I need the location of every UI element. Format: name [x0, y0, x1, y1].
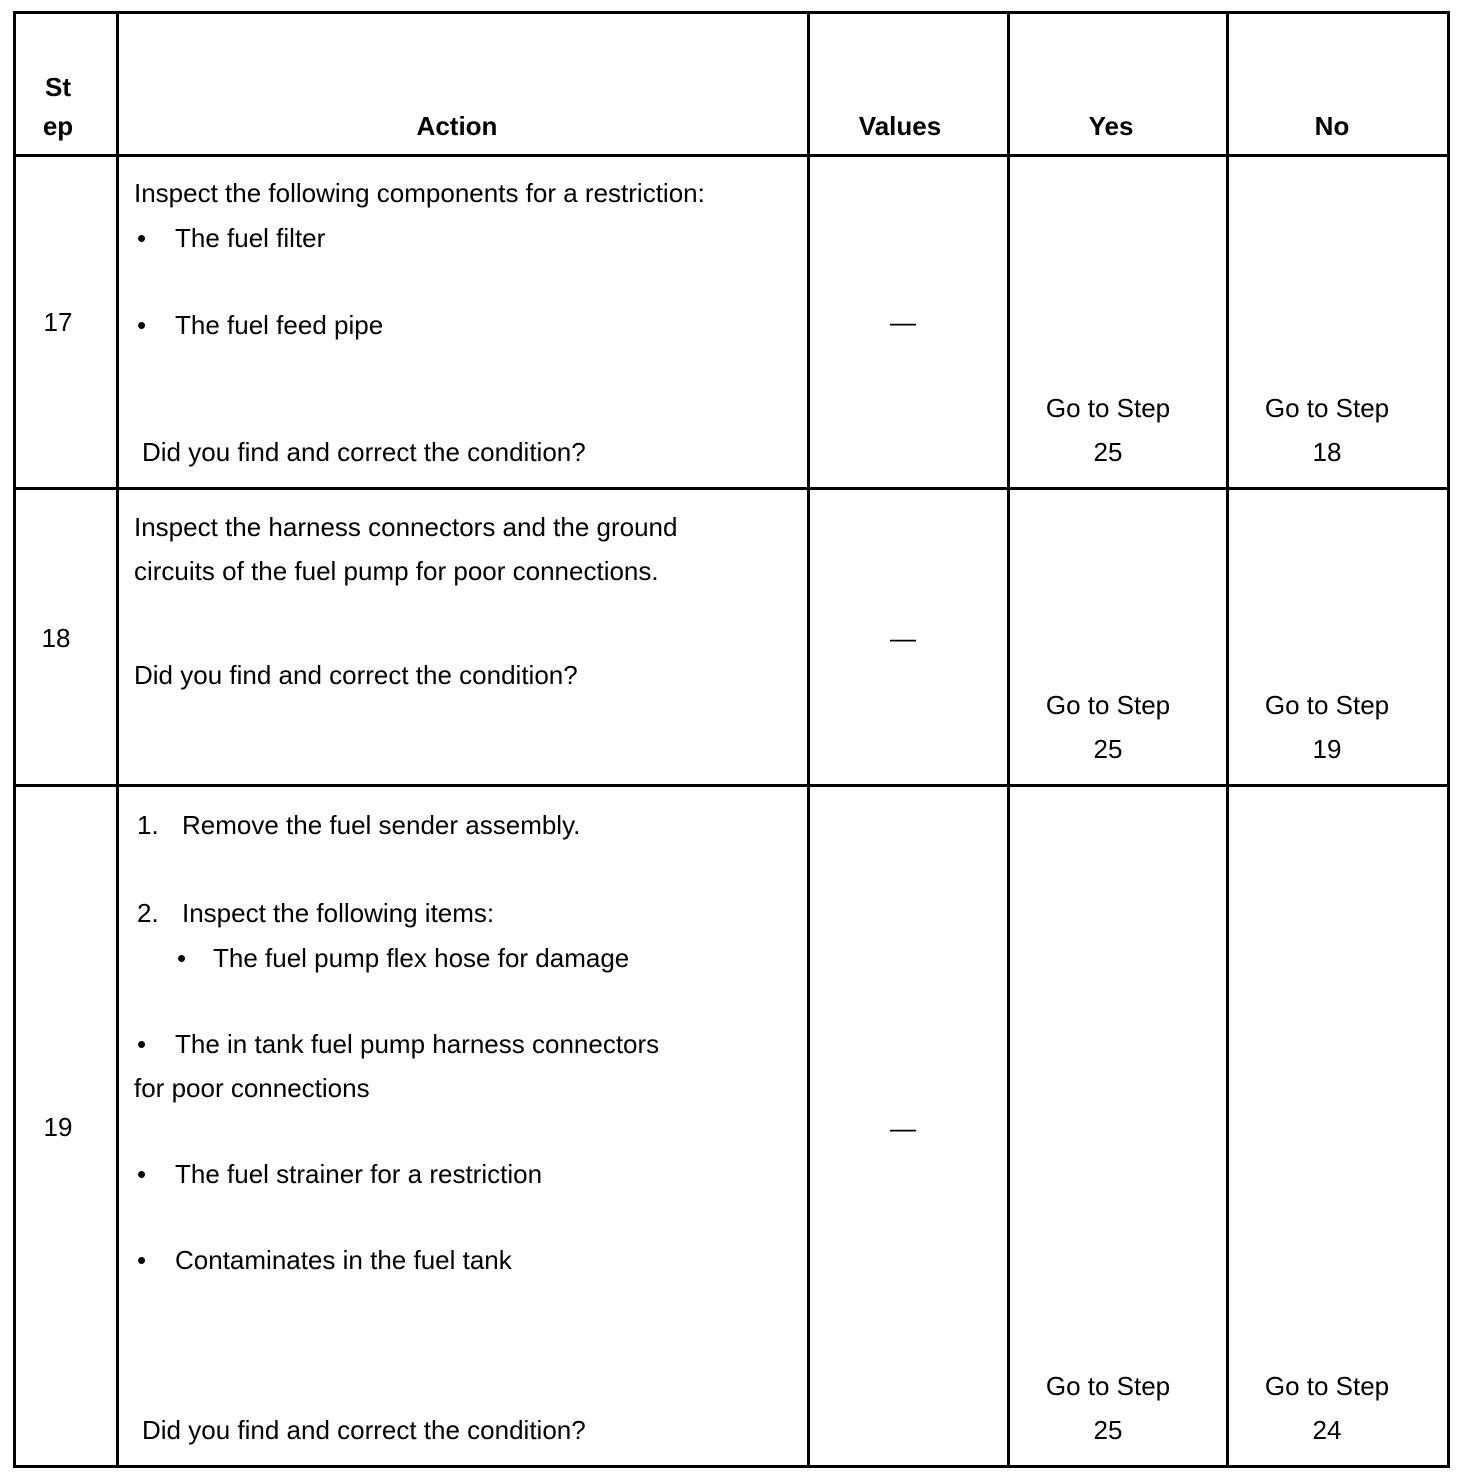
- step-number: 18: [41, 623, 71, 653]
- table-border-bottom: [13, 1465, 1450, 1468]
- yes-link-line1: Go to Step: [1045, 690, 1171, 720]
- list-item: Inspect the following items:: [182, 898, 495, 928]
- header-values: Values: [858, 111, 942, 141]
- yes-link-step: 25: [1093, 734, 1123, 764]
- action-text: Inspect the following components for a restriction:: [134, 178, 705, 208]
- bullet-item-continued: for poor connections: [134, 1073, 370, 1103]
- header-divider: [13, 154, 1450, 157]
- bullet: •: [177, 943, 187, 973]
- list-item: Remove the fuel sender assembly.: [182, 810, 581, 840]
- column-divider: [1007, 11, 1010, 1468]
- header-action: Action: [416, 111, 498, 141]
- header-step-line2: ep: [42, 111, 74, 141]
- no-link-line1: Go to Step: [1264, 393, 1390, 423]
- no-link-line1: Go to Step: [1264, 690, 1390, 720]
- value-dash: —: [890, 1113, 916, 1143]
- list-number: 2.: [137, 898, 159, 928]
- value-dash: —: [890, 307, 916, 337]
- bullet: •: [137, 1029, 147, 1059]
- header-yes: Yes: [1088, 111, 1134, 141]
- column-divider: [1226, 11, 1229, 1468]
- bullet-item: The in tank fuel pump harness connectors: [175, 1029, 660, 1059]
- question-text: Did you find and correct the condition?: [134, 660, 578, 690]
- row-divider: [13, 487, 1450, 490]
- bullet: •: [137, 1245, 147, 1275]
- row-divider: [13, 784, 1450, 787]
- no-link-step: 18: [1312, 437, 1342, 467]
- action-text: Inspect the harness connectors and the ground: [134, 512, 678, 542]
- bullet-item: The fuel strainer for a restriction: [175, 1159, 543, 1189]
- no-link-step: 19: [1312, 734, 1342, 764]
- bullet-item: The fuel feed pipe: [175, 310, 384, 340]
- value-dash: —: [890, 623, 916, 653]
- bullet-item: The fuel pump flex hose for damage: [213, 943, 630, 973]
- yes-link-step: 25: [1093, 437, 1123, 467]
- bullet: •: [137, 310, 147, 340]
- yes-link-step: 25: [1093, 1415, 1123, 1445]
- yes-link-line1: Go to Step: [1045, 1371, 1171, 1401]
- table-border-right: [1447, 11, 1450, 1468]
- table-border-top: [13, 11, 1450, 14]
- no-link-step: 24: [1312, 1415, 1342, 1445]
- action-text: circuits of the fuel pump for poor connections.: [134, 556, 659, 586]
- column-divider: [807, 11, 810, 1468]
- yes-link-line1: Go to Step: [1045, 393, 1171, 423]
- table-border-left: [13, 11, 16, 1468]
- step-number: 19: [43, 1112, 73, 1142]
- bullet: •: [137, 1159, 147, 1189]
- list-number: 1.: [137, 810, 159, 840]
- column-divider: [116, 11, 119, 1468]
- bullet-item: Contaminates in the fuel tank: [175, 1245, 512, 1275]
- question-text: Did you find and correct the condition?: [142, 1415, 586, 1445]
- bullet: •: [137, 223, 147, 253]
- header-no: No: [1314, 111, 1350, 141]
- step-number: 17: [43, 307, 73, 337]
- no-link-line1: Go to Step: [1264, 1371, 1390, 1401]
- question-text: Did you find and correct the condition?: [142, 437, 586, 467]
- header-step-line1: St: [45, 72, 71, 102]
- bullet-item: The fuel filter: [175, 223, 326, 253]
